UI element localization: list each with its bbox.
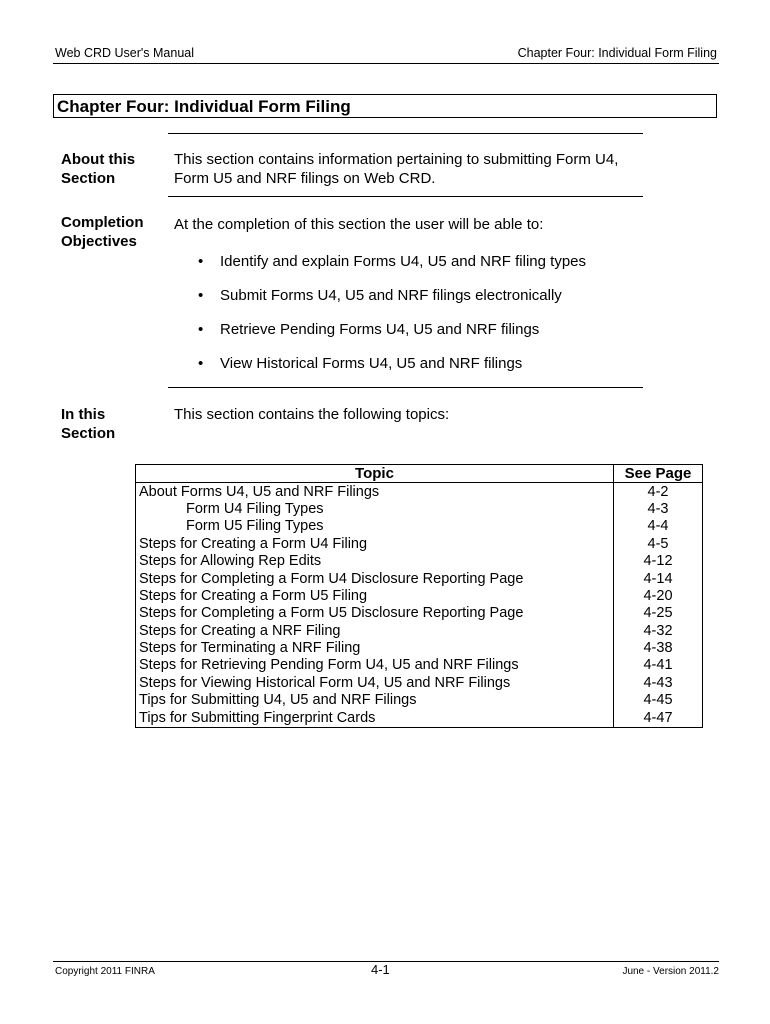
table-row	[136, 605, 703, 622]
objective-bullet-4	[198, 354, 522, 373]
page-cell: 4-2	[614, 483, 703, 501]
table-row	[136, 675, 703, 692]
page-number: 4-1	[371, 962, 390, 977]
table-row	[136, 709, 703, 727]
topic-cell: Steps for Completing a Form U5 Disclosure Reporting Page	[136, 605, 614, 622]
about-label-line2: Section	[61, 170, 116, 187]
about-text	[174, 150, 618, 188]
topic-cell: Tips for Submitting U4, U5 and NRF Filings	[136, 692, 614, 709]
topic-cell: Steps for Creating a Form U4 Filing	[136, 536, 614, 553]
about-label	[61, 150, 135, 188]
in-section-intro: This section contains the following topics:	[174, 406, 450, 423]
table-row	[136, 588, 703, 605]
objective-bullet-text: Retrieve Pending Forms U4, U5 and NRF filings	[220, 321, 540, 338]
topic-column-header: Topic	[136, 465, 614, 483]
page-cell: 4-5	[614, 536, 703, 553]
in-section-label	[61, 405, 115, 443]
topic-cell: Steps for Allowing Rep Edits	[136, 553, 614, 570]
about-text-line2: Form U5 and NRF filings on Web CRD.	[174, 170, 436, 187]
table-row	[136, 657, 703, 674]
objective-bullet-3	[198, 320, 539, 339]
topics-table-header	[136, 465, 703, 483]
bullet-dot-icon: •	[198, 287, 204, 304]
topic-cell: Steps for Creating a NRF Filing	[136, 623, 614, 640]
section-divider-2	[168, 196, 643, 197]
page-cell: 4-41	[614, 657, 703, 674]
page-cell: 4-25	[614, 605, 703, 622]
topic-cell: Tips for Submitting Fingerprint Cards	[136, 709, 614, 727]
header-divider	[53, 63, 719, 64]
topics-table	[135, 464, 703, 728]
in-section-label-line2: Section	[61, 425, 116, 442]
page-cell: 4-32	[614, 623, 703, 640]
objectives-intro: At the completion of this section the user will be able to:	[174, 216, 544, 233]
page-cell: 4-20	[614, 588, 703, 605]
topic-cell: Steps for Retrieving Pending Form U4, U5 and NRF Filings	[136, 657, 614, 674]
page-cell: 4-12	[614, 553, 703, 570]
in-section-label-line1: In this	[61, 406, 106, 423]
page-column-header: See Page	[614, 465, 703, 483]
section-divider-1	[168, 133, 643, 134]
page-cell: 4-3	[614, 501, 703, 518]
topic-cell: Form U4 Filing Types	[136, 501, 614, 518]
objectives-label-line1: Completion	[61, 214, 144, 231]
objective-bullet-1	[198, 252, 586, 271]
bullet-dot-icon: •	[198, 355, 204, 372]
bullet-dot-icon: •	[198, 253, 204, 270]
objective-bullet-2	[198, 286, 562, 305]
topic-cell: Steps for Viewing Historical Form U4, U5 and NRF Filings	[136, 675, 614, 692]
table-row	[136, 483, 703, 501]
objective-bullet-text: Submit Forms U4, U5 and NRF filings electronically	[220, 287, 562, 304]
running-header-right: Chapter Four: Individual Form Filing	[517, 46, 717, 60]
bullet-dot-icon: •	[198, 321, 204, 338]
table-row	[136, 623, 703, 640]
table-row	[136, 570, 703, 587]
objectives-label	[61, 213, 144, 251]
topic-cell: Form U5 Filing Types	[136, 518, 614, 535]
topic-cell: Steps for Creating a Form U5 Filing	[136, 588, 614, 605]
table-row	[136, 553, 703, 570]
page-cell: 4-38	[614, 640, 703, 657]
table-row	[136, 640, 703, 657]
objective-bullet-text: Identify and explain Forms U4, U5 and NRF filing types	[220, 253, 586, 270]
page-cell: 4-14	[614, 570, 703, 587]
running-header-left: Web CRD User's Manual	[55, 46, 195, 60]
footer-copyright: Copyright 2011 FINRA	[55, 966, 155, 977]
table-row	[136, 536, 703, 553]
objective-bullet-text: View Historical Forms U4, U5 and NRF filings	[220, 355, 523, 372]
about-label-line1: About this	[61, 151, 136, 168]
topic-cell: Steps for Terminating a NRF Filing	[136, 640, 614, 657]
chapter-title: Chapter Four: Individual Form Filing	[53, 94, 717, 118]
topic-cell: Steps for Completing a Form U4 Disclosure Reporting Page	[136, 570, 614, 587]
table-row	[136, 692, 703, 709]
page-cell: 4-43	[614, 675, 703, 692]
page-cell: 4-45	[614, 692, 703, 709]
objectives-label-line2: Objectives	[61, 233, 137, 250]
about-text-line1: This section contains information pertaining to submitting Form U4,	[174, 151, 619, 168]
section-divider-3	[168, 387, 643, 388]
table-row	[136, 501, 703, 518]
page-cell: 4-47	[614, 709, 703, 727]
page-cell: 4-4	[614, 518, 703, 535]
table-row	[136, 518, 703, 535]
topic-cell: About Forms U4, U5 and NRF Filings	[136, 483, 614, 501]
footer-version: June - Version 2011.2	[622, 966, 719, 977]
